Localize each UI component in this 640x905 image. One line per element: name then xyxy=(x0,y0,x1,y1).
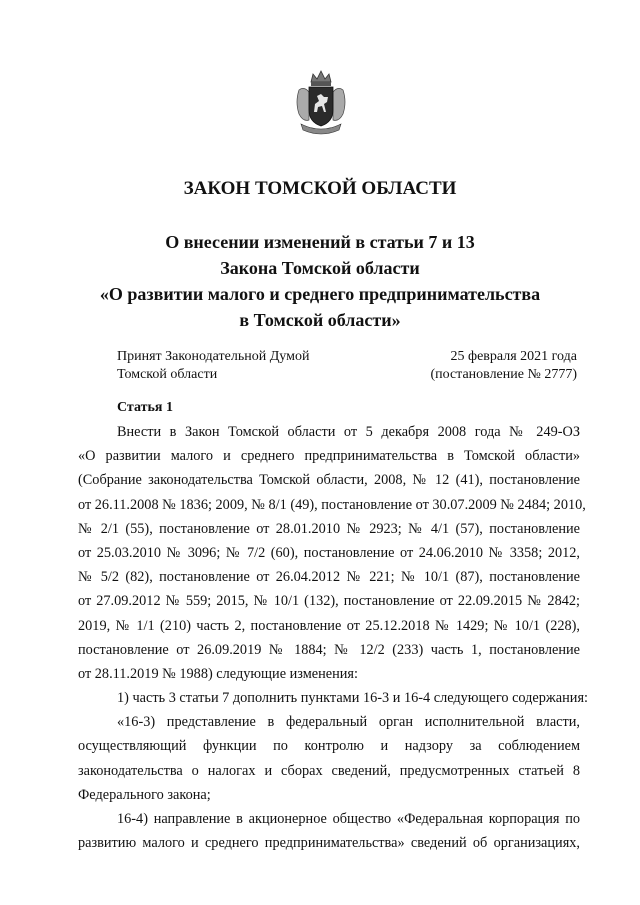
article-body xyxy=(78,420,588,855)
subtitle-line: О внесении изменений в статьи 7 и 13 xyxy=(165,232,475,252)
text-line: «16-3) представление в федеральный орган исполнительной власти, xyxy=(117,714,580,731)
text-line: 1) часть 3 статьи 7 дополнить пунктами 16-3 и 16-4 следующего содержания: xyxy=(117,690,588,707)
text-line: «О развитии малого и среднего предпринимательства в Томской области» xyxy=(78,448,580,465)
adopted-by xyxy=(117,348,309,384)
adoption-date xyxy=(430,348,577,384)
adoption-date-line: (постановление № 2777) xyxy=(430,367,577,382)
coat-of-arms-icon xyxy=(293,68,349,138)
text-line: Внести в Закон Томской области от 5 декабря 2008 года № 249-ОЗ xyxy=(117,424,580,440)
subtitle-line: в Томской области» xyxy=(239,310,401,330)
text-line: от 28.11.2019 № 1988) следующие изменения: xyxy=(78,665,358,682)
text-line: законодательства о налогах и сборах сведений, предусмотренных статьей 8 xyxy=(78,762,580,779)
text-line: 2019, № 1/1 (210) часть 2, постановление от 25.12.2018 № 1429; № 10/1 (228), xyxy=(78,617,580,634)
text-line: осуществляющий функции по контролю и надзору за соблюдением xyxy=(78,738,580,755)
document-subtitle xyxy=(60,229,580,333)
text-line: от 27.09.2012 № 559; 2015, № 10/1 (132), постановление от 22.09.2015 № 2842; xyxy=(78,593,580,610)
subtitle-line: «О развитии малого и среднего предпринимательства xyxy=(99,284,541,304)
text-line: от 25.03.2010 № 3096; № 7/2 (60), постановление от 24.06.2010 № 3358; 2012, xyxy=(78,544,580,561)
document-title: ЗАКОН ТОМСКОЙ ОБЛАСТИ xyxy=(183,178,457,199)
text-line: Федерального закона; xyxy=(78,786,211,803)
subtitle-line: Закона Томской области xyxy=(220,258,420,278)
article-heading: Статья 1 xyxy=(117,400,173,415)
text-line: № 2/1 (55), постановление от 28.01.2010 № 2923; № 4/1 (57), постановление xyxy=(78,520,580,537)
text-line: развитию малого и среднего предпринимательства» сведений об организациях, xyxy=(78,835,580,852)
adopted-by-line: Томской области xyxy=(117,367,218,382)
text-line: 16-4) направление в акционерное общество «Федеральная корпорация по xyxy=(117,811,580,827)
text-line: постановление от 26.09.2019 № 1884; № 12/2 (233) часть 1, постановление xyxy=(78,641,580,658)
adoption-date-line: 25 февраля 2021 года xyxy=(450,349,577,364)
text-line: от 26.11.2008 № 1836; 2009, № 8/1 (49), постановление от 30.07.2009 № 2484; 2010, xyxy=(78,496,586,513)
text-line: № 5/2 (82), постановление от 26.04.2012 № 221; № 10/1 (87), постановление xyxy=(78,569,580,586)
text-line: (Собрание законодательства Томской области, 2008, № 12 (41), постановление xyxy=(78,472,580,489)
adopted-by-line: Принят Законодательной Думой xyxy=(117,349,310,364)
